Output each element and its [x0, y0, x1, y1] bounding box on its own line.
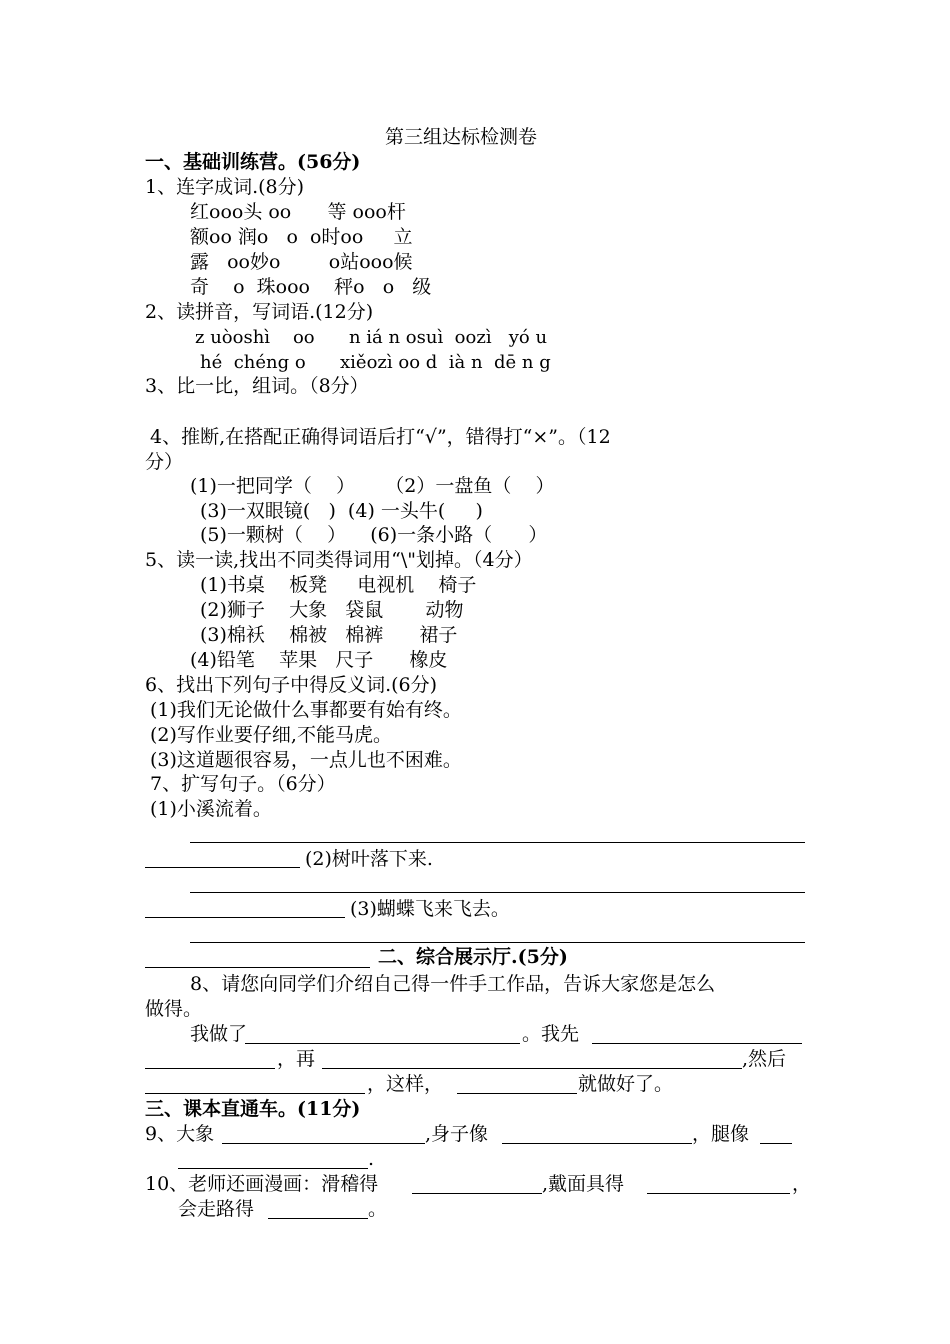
answer-line[interactable]: [412, 1193, 542, 1194]
answer-line[interactable]: [245, 1043, 520, 1044]
q6-row: (1)我们无论做什么事都要有始有终。: [150, 699, 462, 721]
q7-item: (3)蝴蝶飞来飞去。: [350, 898, 510, 920]
answer-line[interactable]: [145, 917, 345, 918]
q4-heading: 4、推断,在搭配正确得词语后打“√”，错得打“×”。（12: [150, 426, 611, 448]
answer-line[interactable]: [190, 892, 805, 893]
answer-line[interactable]: [760, 1143, 792, 1144]
q9-text: ，腿像: [692, 1123, 750, 1145]
q3-heading: 3、比一比，组词。（8分）: [145, 375, 369, 397]
answer-line[interactable]: [592, 1043, 802, 1044]
answer-line[interactable]: [647, 1193, 790, 1194]
page-title: 第三组达标检测卷: [385, 126, 538, 148]
section-1-heading: 一、基础训练营。(56分): [145, 151, 361, 173]
section-3-heading: 三、课本直通车。(11分): [145, 1098, 361, 1120]
q7-item: (1)小溪流着。: [150, 798, 272, 820]
q2-pinyin-row: z uòоshì оо n iá n оsuì ооzì yó u: [195, 327, 548, 348]
answer-line[interactable]: [457, 1093, 577, 1094]
answer-line[interactable]: [322, 1068, 742, 1069]
q6-row: (3)这道题很容易，一点儿也不困难。: [150, 749, 462, 771]
q8-text: ，再: [277, 1048, 316, 1070]
q5-row: (1)书桌 板凳 电视机 椅子: [200, 574, 477, 596]
answer-line[interactable]: [502, 1143, 692, 1144]
q6-heading: 6、找出下列句子中得反义词.(6分): [145, 674, 438, 696]
q10-text: ，: [792, 1173, 812, 1195]
q8-text: ,然后: [742, 1048, 787, 1070]
q8-prompt-cont: 做得。: [145, 998, 203, 1020]
q4-heading-cont: 分）: [145, 451, 184, 473]
q10-text: ,戴面具得: [542, 1173, 625, 1195]
q8-prompt: 8、请您向同学们介绍自己得一件手工作品，告诉大家您是怎么: [190, 973, 716, 995]
q9-text: ,身子像: [425, 1123, 489, 1145]
answer-line[interactable]: [145, 967, 370, 968]
q8-text: 。我先: [522, 1023, 580, 1045]
q1-row: 露 оо妙о о站ооо候: [190, 251, 413, 273]
q10-text: 10、老师还画漫画：滑稽得: [145, 1173, 379, 1195]
answer-line[interactable]: [190, 942, 805, 943]
q5-heading: 5、读一读,找出不同类得词用“\"划掉。（4分）: [145, 549, 533, 571]
q4-row: (5)一颗树（ ） (6)一条小路（ ）: [200, 524, 548, 546]
q5-row: (4)铅笔 苹果 尺子 橡皮: [190, 649, 448, 671]
q5-row: (3)棉袄 棉被 棉裤 裙子: [200, 624, 458, 646]
q6-row: (2)写作业要仔细,不能马虎。: [150, 724, 392, 746]
q5-row: (2)狮子 大象 袋鼠 动物: [200, 599, 464, 621]
q7-heading: 7、扩写句子。（6分）: [150, 773, 336, 795]
q2-pinyin-row: hé chéng о xiěоzì оо d ià n dē n g: [200, 352, 551, 373]
q8-text: 我做了: [190, 1023, 248, 1045]
q2-heading: 2、读拼音，写词语.(12分): [145, 301, 374, 323]
answer-line[interactable]: [145, 867, 300, 868]
q8-text: 就做好了。: [578, 1073, 674, 1095]
q1-heading: 1、连字成词.(8分): [145, 176, 305, 198]
answer-line[interactable]: [222, 1143, 425, 1144]
q4-row: (1)一把同学（ ） （2）一盘鱼（ ）: [190, 475, 555, 497]
q9-text: 9、大象: [145, 1123, 215, 1145]
q1-row: 奇 о 珠ооо 秤о о 级: [190, 276, 432, 298]
q4-row: (3)一双眼镜( ) (4) 一头牛( ): [200, 500, 483, 522]
q1-row: 额оо 润о о о时оо 立: [190, 226, 413, 248]
q8-text: ，这样，: [367, 1073, 444, 1095]
answer-line[interactable]: [190, 842, 805, 843]
answer-line[interactable]: [145, 1093, 365, 1094]
q1-row: 红ооо头 оо 等 ооо杆: [190, 201, 406, 223]
q10-text: 。: [368, 1198, 388, 1220]
answer-line[interactable]: [268, 1218, 368, 1219]
answer-line[interactable]: [145, 1068, 275, 1069]
q9-text: .: [368, 1148, 375, 1170]
q10-text: 会走路得: [178, 1198, 255, 1220]
q7-item: (2)树叶落下来.: [305, 848, 433, 870]
section-2-heading: 二、综合展示厅.(5分): [378, 946, 568, 968]
answer-line[interactable]: [178, 1168, 368, 1169]
